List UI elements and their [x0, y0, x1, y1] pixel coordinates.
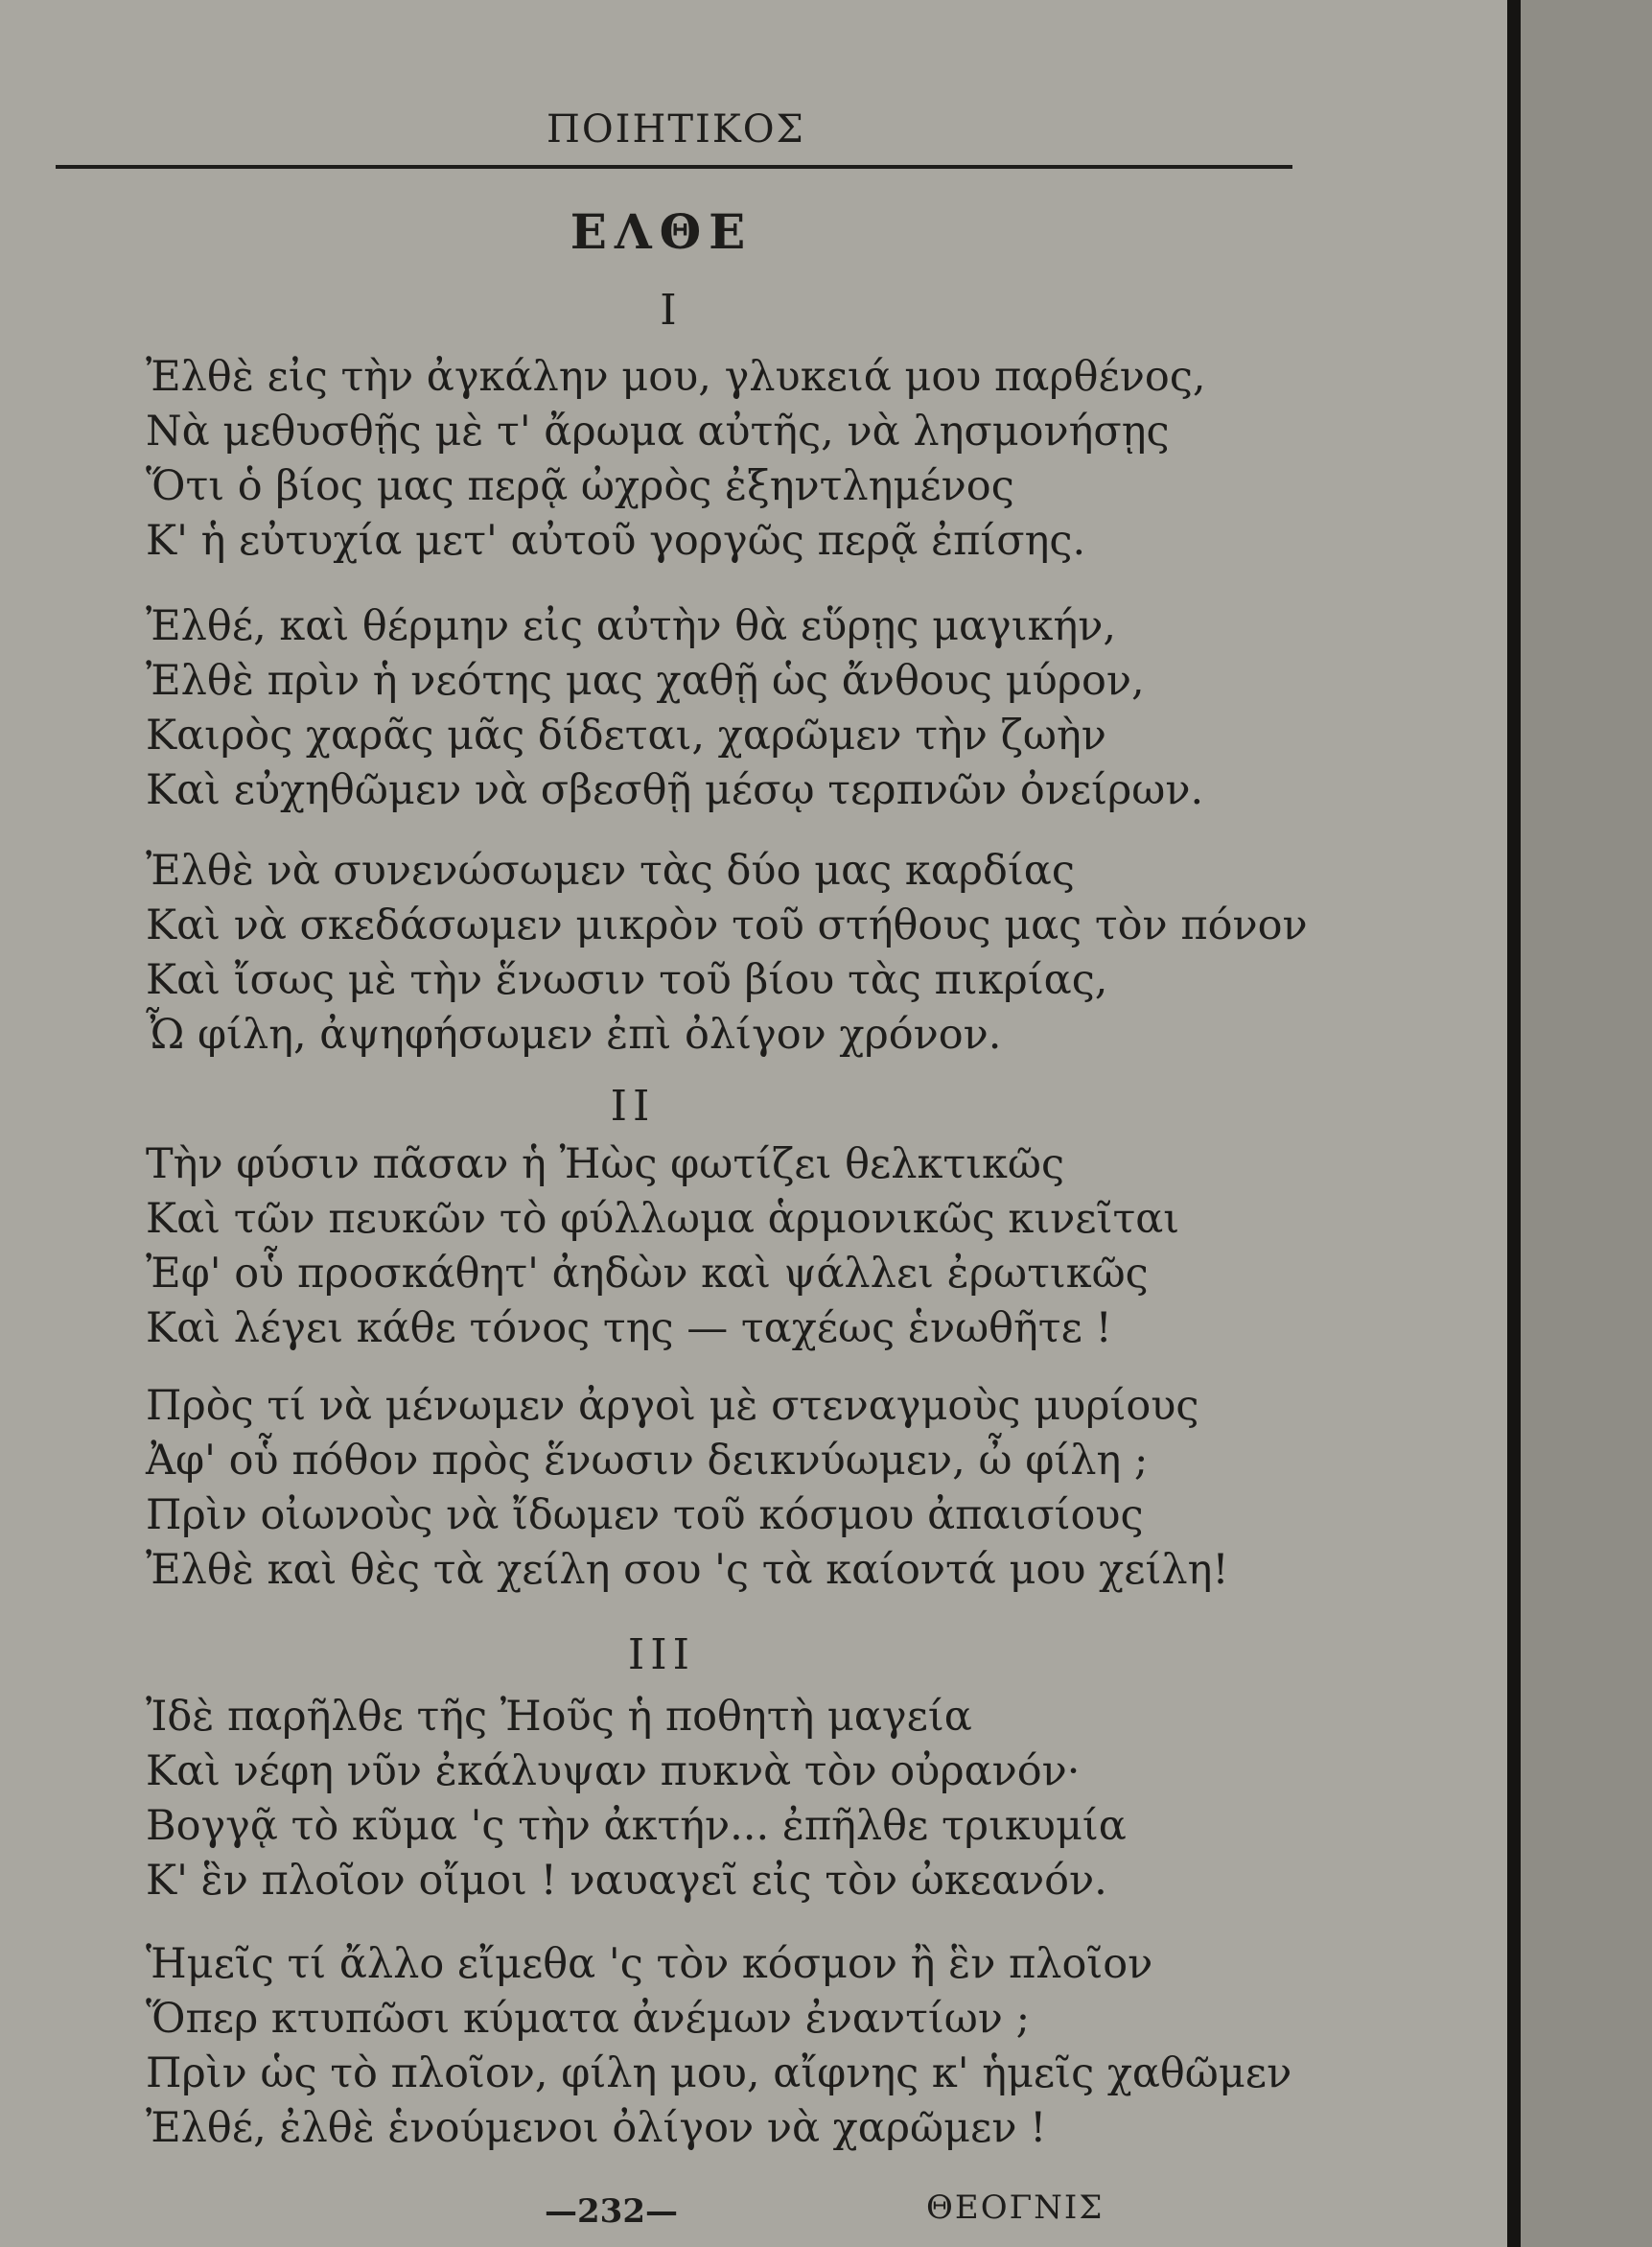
section-number: I — [660, 286, 683, 335]
verse-line: Ὅπερ κτυπῶσι κύματα ἀνέμων ἐναντίων ; — [146, 1995, 1031, 2043]
verse-line: Καὶ νέφη νῦν ἐκάλυψαν πυκνὰ τὸν οὐρανόν· — [146, 1747, 1081, 1795]
verse-line: Καὶ ἴσως μὲ τὴν ἕνωσιν τοῦ βίου τὰς πικρίας, — [146, 956, 1108, 1004]
stanza — [146, 1379, 1258, 1598]
page-number: —232— — [545, 2192, 678, 2231]
stanza — [146, 350, 1258, 569]
verse-line: Ἀφ' οὗ πόθον πρὸς ἕνωσιν δεικνύωμεν, ὦ φίλη ; — [146, 1437, 1149, 1485]
verse-line: Ἐφ' οὗ προσκάθητ' ἀηδὼν καὶ ψάλλει ἐρωτικῶς — [146, 1250, 1149, 1298]
verse-line: Πρὸς τί νὰ μένωμεν ἀργοὶ μὲ στεναγμοὺς μυρίους — [146, 1382, 1199, 1430]
verse-line: Καὶ λέγει κάθε τόνος της — ταχέως ἑνωθῆτε ! — [146, 1304, 1112, 1352]
book-spine — [1507, 0, 1521, 2247]
section-number: II — [610, 1082, 656, 1131]
stanza — [146, 1690, 1258, 1908]
stanza — [146, 599, 1258, 818]
verse-line: Καὶ νὰ σκεδάσωμεν μικρὸν τοῦ στήθους μας τὸν πόνον — [146, 901, 1308, 949]
verse-line: Ἐλθὲ εἰς τὴν ἀγκάλην μου, γλυκειά μου παρθένος, — [146, 353, 1206, 401]
stanza — [146, 1937, 1292, 2156]
adjacent-page-edge — [1521, 0, 1652, 2247]
verse-line: Ἐλθέ, ἐλθὲ ἑνούμενοι ὀλίγον νὰ χαρῶμεν ! — [146, 2104, 1047, 2152]
verse-line: Ὅτι ὁ βίος μας περᾷ ὠχρὸς ἐξηντλημένος — [146, 462, 1014, 510]
stanza — [146, 844, 1308, 1063]
running-header: ΠΟΙΗΤΙΚΟΣ — [547, 107, 805, 152]
verse-line: Ὦ φίλη, ἀψηφήσωμεν ἐπὶ ὀλίγον χρόνον. — [146, 1011, 1002, 1059]
verse-line: Ἐλθὲ νὰ συνενώσωμεν τὰς δύο μας καρδίας — [146, 847, 1075, 895]
section-number: III — [627, 1630, 696, 1679]
verse-line: Ἡμεῖς τί ἄλλο εἴμεθα 'ς τὸν κόσμον ἢ ἓν πλοῖον — [146, 1940, 1153, 1988]
verse-line: Ἰδὲ παρῆλθε τῆς Ἠοῦς ἡ ποθητὴ μαγεία — [146, 1693, 972, 1741]
verse-line: Καὶ τῶν πευκῶν τὸ φύλλωμα ἁρμονικῶς κινεῖται — [146, 1195, 1180, 1243]
header-rule — [56, 165, 1292, 169]
verse-line: Τὴν φύσιν πᾶσαν ἡ Ἠὼς φωτίζει θελκτικῶς — [146, 1140, 1065, 1188]
verse-line: Πρὶν οἰωνοὺς νὰ ἴδωμεν τοῦ κόσμου ἀπαισίους — [146, 1491, 1144, 1539]
verse-line: Κ' ἡ εὐτυχία μετ' αὐτοῦ γοργῶς περᾷ ἐπίσης. — [146, 517, 1086, 565]
verse-line: Κ' ἓν πλοῖον οἴμοι ! ναυαγεῖ εἰς τὸν ὠκεανόν. — [146, 1857, 1107, 1905]
verse-line: Ἐλθὲ πρὶν ἡ νεότης μας χαθῇ ὡς ἄνθους μύρον, — [146, 657, 1145, 705]
verse-line: Καιρὸς χαρᾶς μᾶς δίδεται, χαρῶμεν τὴν ζωὴν — [146, 712, 1106, 760]
author-signature: ΘΕΟΓΝΙΣ — [926, 2188, 1105, 2227]
verse-line: Βογγᾷ τὸ κῦμα 'ς τὴν ἀκτήν... ἐπῆλθε τρικυμία — [146, 1802, 1127, 1850]
verse-line: Πρὶν ὡς τὸ πλοῖον, φίλη μου, αἴφνης κ' ἡμεῖς χαθῶμεν — [146, 2049, 1292, 2097]
verse-line: Ἐλθέ, καὶ θέρμην εἰς αὐτὴν θὰ εὕρῃς μαγικήν, — [146, 602, 1117, 650]
verse-line: Νὰ μεθυσθῇς μὲ τ' ἄρωμα αὐτῆς, νὰ λησμονήσῃς — [146, 408, 1170, 456]
poem-title: ΕΛΘΕ — [570, 203, 754, 260]
verse-line: Ἐλθὲ καὶ θὲς τὰ χείλη σου 'ς τὰ καίοντά μου χείλη! — [146, 1546, 1229, 1594]
stanza — [146, 1137, 1258, 1356]
verse-line: Καὶ εὐχηθῶμεν νὰ σβεσθῇ μέσῳ τερπνῶν ὀνείρων. — [146, 766, 1204, 814]
